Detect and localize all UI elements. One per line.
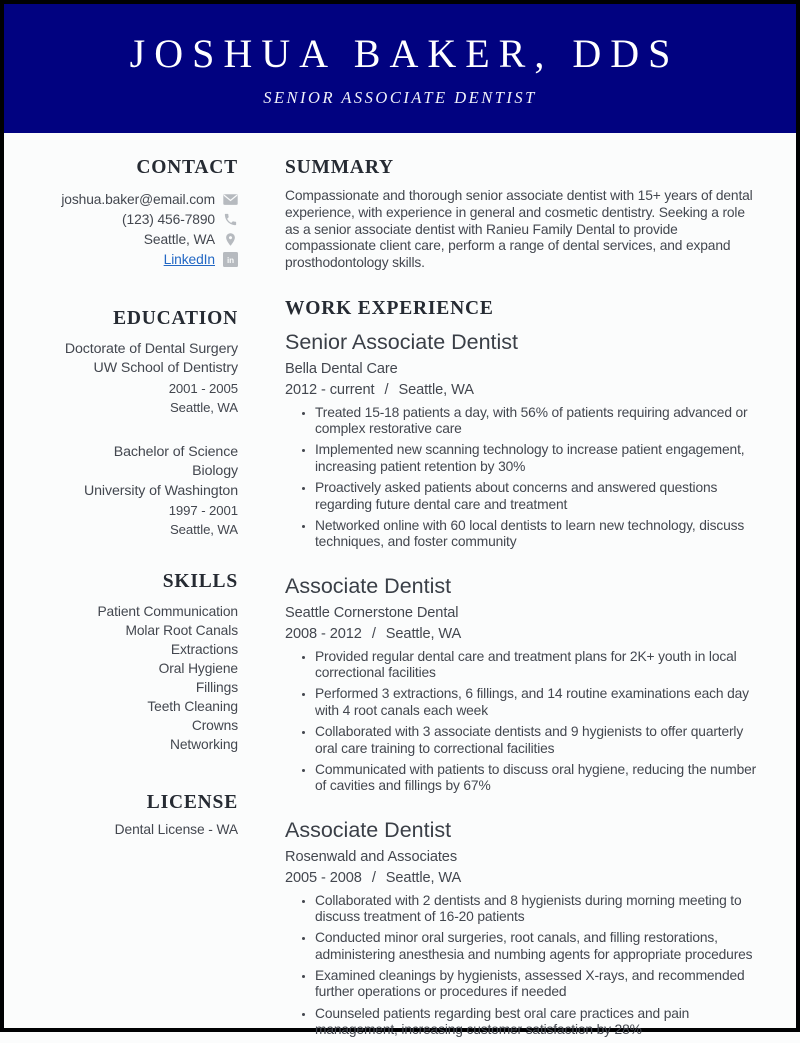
job-bullet: • Counseled patients regarding best oral care practices and pain management, increasing customer satisfaction by 28% (315, 1006, 760, 1039)
job-bullet: • Performed 3 extractions, 6 fillings, and 14 routine examinations each day with 4 root canals each week (315, 686, 760, 719)
job-dates: 2005 - 2008 (285, 869, 362, 886)
education-major: Biology (192, 463, 238, 480)
job-entry (285, 818, 760, 1039)
education-location: Seattle, WA (169, 522, 238, 538)
job-title: Senior Associate Dentist (285, 329, 519, 354)
contact-linkedin-row (42, 249, 238, 269)
date-location-separator: / (371, 625, 376, 642)
location-pin-icon (223, 232, 238, 247)
date-location-separator: / (384, 381, 389, 398)
license-item: Dental License - WA (114, 822, 238, 838)
education-location: Seattle, WA (169, 399, 238, 415)
skill-item: Fillings (195, 679, 238, 695)
education-degree: Doctorate of Dental Surgery (64, 340, 238, 357)
job-entry (285, 330, 760, 551)
contact-location: Seattle, WA (143, 231, 215, 247)
header-banner (4, 4, 796, 133)
education-school: UW School of Dentistry (93, 360, 238, 377)
job-title: Associate Dentist (285, 573, 452, 598)
svg-text:in: in (226, 255, 235, 265)
job-dates: 2008 - 2012 (285, 625, 362, 642)
job-bullet: • Implemented new scanning technology to increase patient engagement, increasing patient retention by 30% (315, 442, 760, 475)
job-title: Associate Dentist (285, 817, 452, 842)
summary-heading: SUMMARY (285, 157, 394, 178)
job-bullet: • Treated 15-18 patients a day, with 56% of patients requiring advanced or complex restorative care (315, 405, 760, 438)
education-school: University of Washington (84, 482, 238, 499)
education-dates: 2001 - 2005 (168, 380, 238, 396)
sidebar (42, 157, 238, 1043)
job-bullet-list (285, 405, 760, 551)
job-company: Seattle Cornerstone Dental (285, 604, 459, 621)
license-heading: LICENSE (146, 791, 238, 813)
envelope-icon (223, 192, 238, 207)
skill-item: Networking (169, 736, 238, 752)
main-column (238, 157, 760, 1043)
skill-item: Teeth Cleaning (147, 698, 238, 714)
date-location-separator: / (371, 869, 376, 886)
job-bullet-list (285, 649, 760, 795)
job-location: Seattle, WA (385, 625, 462, 642)
contact-email: joshua.baker@email.com (61, 191, 215, 207)
contact-phone: (123) 456-7890 (122, 211, 215, 227)
job-bullet: • Proactively asked patients about concerns and answered questions regarding future dental care and treatment (315, 480, 760, 513)
contact-phone-row (42, 209, 238, 229)
skills-list (42, 602, 238, 754)
job-dates: 2012 - current (285, 381, 375, 398)
job-company: Bella Dental Care (285, 360, 398, 377)
linkedin-link[interactable]: LinkedIn (163, 251, 215, 267)
job-entry (285, 574, 760, 795)
job-bullet: • Communicated with patients to discuss oral hygiene, reducing the number of cavities and fillings by 67% (315, 762, 760, 795)
education-entry (42, 340, 238, 417)
skill-item: Crowns (191, 717, 238, 733)
job-company: Rosenwald and Associates (285, 848, 458, 865)
job-bullet: • Collaborated with 3 associate dentists and 9 hygienists to offer quarterly oral care training to correctional facilities (315, 724, 760, 757)
job-location: Seattle, WA (385, 869, 462, 886)
skill-item: Patient Communication (97, 603, 238, 619)
phone-icon (223, 212, 238, 227)
work-experience-heading: WORK EXPERIENCE (285, 298, 494, 320)
summary-text: Compassionate and thorough senior associate dentist with 15+ years of dental experience, with experience in general and cosmetic dentistry. Seeking a role as a senior associate dentist with Ranieu Family Dental to provide compassionate client care, perform a range of dental services, and expand prosthodontology skills. (285, 188, 753, 270)
skill-item: Extractions (170, 641, 238, 657)
job-dateline (285, 870, 760, 886)
education-heading: EDUCATION (113, 308, 238, 330)
contact-email-row (42, 189, 238, 209)
job-bullet-list (285, 893, 760, 1039)
skill-item: Oral Hygiene (158, 660, 238, 676)
skill-item: Molar Root Canals (125, 622, 238, 638)
skills-heading: SKILLS (162, 571, 238, 593)
contact-heading: CONTACT (136, 157, 238, 178)
job-bullet: • Networked online with 60 local dentists to learn new technology, discuss techniques, and foster community (315, 518, 760, 551)
job-dateline (285, 382, 760, 398)
contact-location-row (42, 229, 238, 249)
education-entry (42, 443, 238, 540)
linkedin-icon (223, 252, 238, 267)
resume-body (4, 133, 796, 1043)
person-name: JOSHUA BAKER, DDS (129, 30, 680, 76)
job-dateline (285, 626, 760, 642)
job-location: Seattle, WA (398, 381, 474, 398)
job-bullet: • Conducted minor oral surgeries, root canals, and filling restorations, administering anesthesia and numbing agents for appropriate procedures (315, 930, 760, 963)
education-degree: Bachelor of Science (113, 443, 238, 460)
education-dates: 1997 - 2001 (168, 503, 238, 519)
contact-list (42, 189, 238, 269)
job-bullet: • Examined cleanings by hygienists, assessed X-rays, and recommended further operations or procedures if needed (315, 968, 760, 1001)
person-job-title: SENIOR ASSOCIATE DENTIST (263, 87, 537, 107)
job-bullet: • Collaborated with 2 dentists and 8 hygienists during morning meeting to discuss treatment of 16-20 patients (315, 893, 760, 926)
job-bullet: • Provided regular dental care and treatment plans for 2K+ youth in local correctional facilities (315, 649, 760, 682)
